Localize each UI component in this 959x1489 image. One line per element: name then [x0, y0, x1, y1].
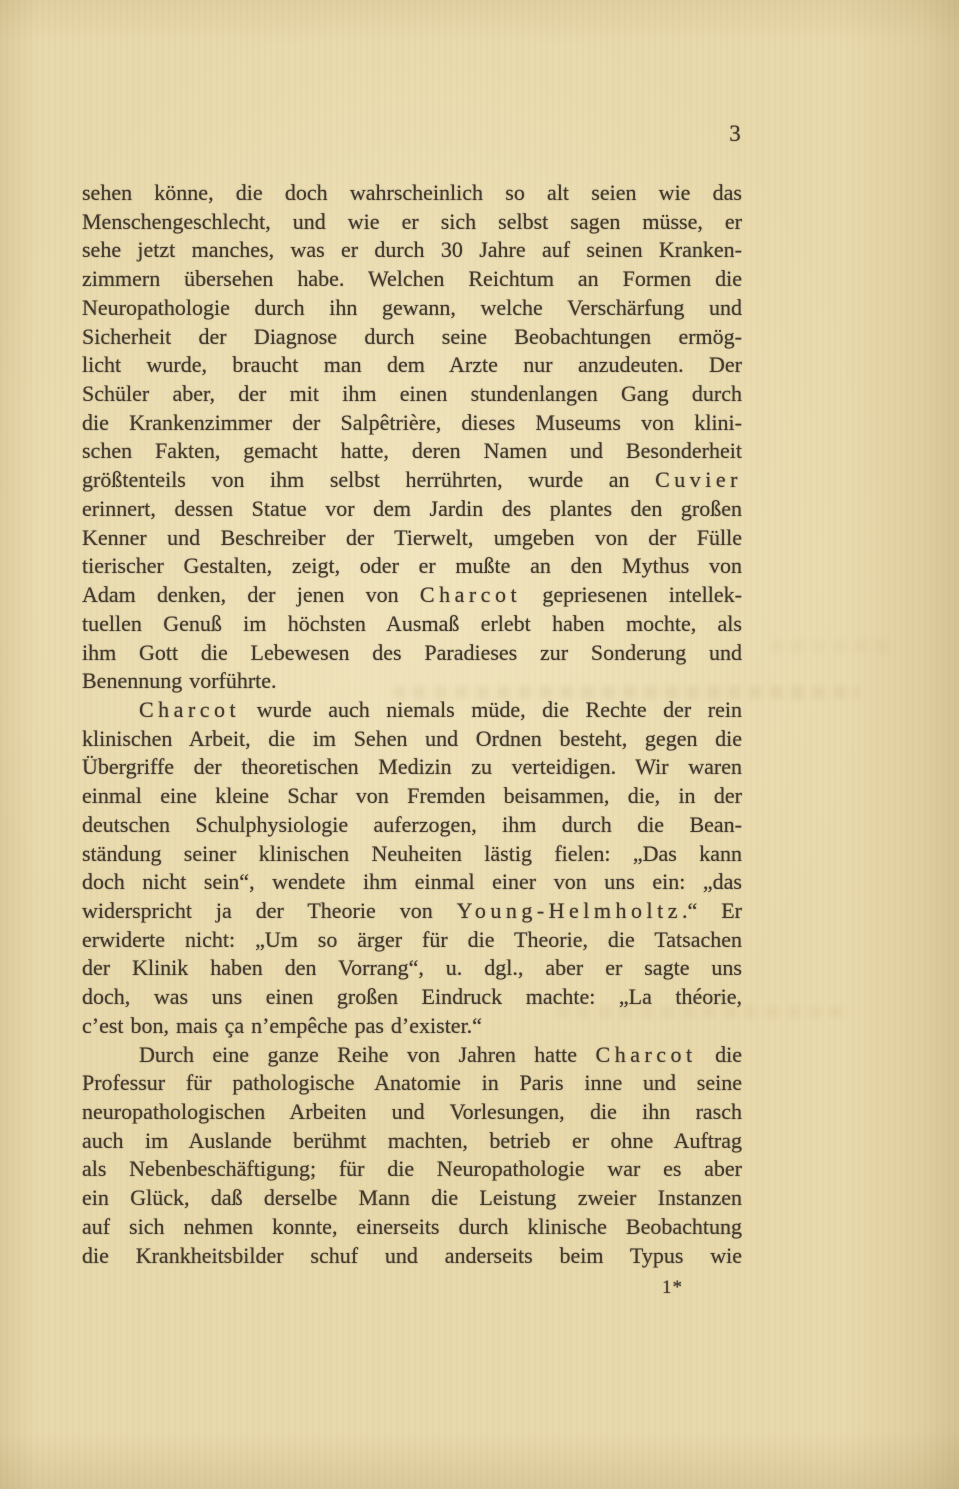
text-segment: .“ Er	[682, 897, 742, 923]
text-segment: erinnert, dessen Statue vor dem Jardin des plantes den großen	[82, 495, 742, 521]
text-line	[82, 1069, 742, 1098]
text-line	[82, 1012, 742, 1041]
text-segment: als Nebenbeschäftigung; für die Neuropathologie war es aber	[82, 1156, 742, 1182]
text-segment: zimmern übersehen habe. Welchen Reichtum an Formen die	[82, 266, 742, 292]
text-segment: sehe jetzt manches, was er durch 30 Jahre auf seinen Kranken-	[82, 237, 742, 263]
text-line	[82, 840, 742, 869]
text-segment: Benennung vorführte.	[82, 668, 277, 694]
text-segment: der Klinik haben den Vorrang“, u. dgl., aber er sagte uns	[82, 955, 742, 981]
text-line	[82, 1098, 742, 1127]
text-line	[82, 696, 742, 725]
text-segment: Kenner und Beschreiber der Tierwelt, umgeben von der Fülle	[82, 524, 742, 550]
text-line	[82, 1127, 742, 1156]
text-segment: licht wurde, braucht man dem Arzte nur anzudeuten. Der	[82, 352, 742, 378]
text-line	[82, 782, 742, 811]
text-segment: ein Glück, daß derselbe Mann die Leistung zweier Instanzen	[82, 1185, 742, 1211]
text-line	[82, 983, 742, 1012]
text-segment: ihm Gott die Lebewesen des Paradieses zur Sonderung und	[82, 639, 742, 665]
text-line	[82, 926, 742, 955]
person-name-spaced: Cuvier	[655, 467, 742, 493]
text-segment: Professur für pathologische Anatomie in Paris inne und seine	[82, 1070, 742, 1096]
text-line	[82, 323, 742, 352]
text-segment: Schüler aber, der mit ihm einen stundenlangen Gang durch	[82, 381, 742, 407]
text-line	[82, 581, 742, 610]
text-segment: Neuropathologie durch ihn gewann, welche Verschärfung und	[82, 294, 742, 320]
text-segment: schen Fakten, gemacht hatte, deren Namen und Besonderheit	[82, 438, 742, 464]
text-block	[82, 179, 742, 1270]
text-segment: die Krankenzimmer der Salpêtrière, dieses Museums von klini-	[82, 409, 742, 435]
text-segment: die	[696, 1041, 742, 1067]
signature-mark: 1*	[662, 1277, 683, 1298]
text-segment: widerspricht ja der Theorie von	[82, 897, 457, 923]
text-line	[82, 351, 742, 380]
text-segment: Menschengeschlecht, und wie er sich selbst sagen müsse, er	[82, 208, 742, 234]
text-line	[82, 236, 742, 265]
text-segment: gepriesenen intellek-	[521, 582, 742, 608]
text-line	[82, 1184, 742, 1213]
text-line	[82, 409, 742, 438]
page-number: 3	[729, 121, 741, 146]
text-segment: die Krankheitsbilder schuf und anderseits beim Typus wie	[82, 1242, 742, 1268]
text-segment: sehen könne, die doch wahrscheinlich so alt seien wie das	[82, 180, 742, 205]
text-line	[82, 294, 742, 323]
text-segment: auch im Auslande berühmt machten, betrieb er ohne Auftrag	[82, 1127, 742, 1153]
text-segment: erwiderte nicht: „Um so ärger für die Theorie, die Tatsachen	[82, 926, 742, 952]
person-name-spaced: Young-Helmholtz	[456, 897, 683, 923]
text-line	[82, 868, 742, 897]
text-segment: wurde auch niemals müde, die Rechte der rein	[240, 696, 742, 722]
text-segment: Übergriffe der theoretischen Medizin zu verteidigen. Wir waren	[82, 754, 742, 780]
text-segment: Sicherheit der Diagnose durch seine Beobachtungen ermög-	[82, 323, 742, 349]
text-segment: ständung seiner klinischen Neuheiten lästig fielen: „Das kann	[82, 840, 742, 866]
text-line	[82, 811, 742, 840]
person-name-spaced: Charcot	[595, 1041, 697, 1067]
text-line	[82, 897, 742, 926]
text-line	[82, 208, 742, 237]
text-segment: deutschen Schulphysiologie auferzogen, ihm durch die Bean-	[82, 811, 742, 837]
text-line	[82, 1155, 742, 1184]
text-segment: tuellen Genuß im höchsten Ausmaß erlebt haben mochte, als	[82, 610, 742, 636]
text-line	[82, 524, 742, 553]
text-segment: einmal eine kleine Schar von Fremden beisammen, die, in der	[82, 783, 742, 809]
text-line	[82, 179, 742, 208]
text-line	[82, 753, 742, 782]
text-line	[82, 1041, 742, 1070]
text-segment: Adam denken, der jenen von	[82, 582, 420, 608]
text-segment: tierischer Gestalten, zeigt, oder er mußte an den Mythus von	[82, 553, 742, 579]
show-through-stain	[770, 640, 890, 652]
text-segment: klinischen Arbeit, die im Sehen und Ordnen besteht, gegen die	[82, 725, 742, 751]
text-segment: neuropathologischen Arbeiten und Vorlesungen, die ihn rasch	[82, 1099, 742, 1124]
text-line	[82, 667, 742, 696]
text-line	[82, 437, 742, 466]
text-line	[82, 1242, 742, 1271]
text-line	[82, 725, 742, 754]
text-line	[82, 466, 742, 495]
text-line	[82, 610, 742, 639]
text-line	[82, 265, 742, 294]
text-line	[82, 1213, 742, 1242]
text-line	[82, 380, 742, 409]
text-segment: Durch eine ganze Reihe von Jahren hatte	[139, 1041, 596, 1067]
text-line	[82, 954, 742, 983]
text-line	[82, 552, 742, 581]
text-line	[82, 495, 742, 524]
text-segment: doch, was uns einen großen Eindruck machte: „La théorie,	[82, 984, 742, 1010]
text-segment: c’est bon, mais ça n’empêche pas d’exister.“	[82, 1012, 482, 1038]
text-segment: doch nicht sein“, wendete ihm einmal einer von uns ein: „das	[82, 869, 742, 895]
text-segment: auf sich nehmen konnte, einerseits durch klinische Beobachtung	[82, 1213, 742, 1239]
person-name-spaced: Charcot	[419, 582, 522, 608]
text-line	[82, 639, 742, 668]
person-name-spaced: Charcot	[139, 696, 241, 722]
text-segment: größtenteils von ihm selbst herrührten, wurde an	[82, 467, 656, 493]
